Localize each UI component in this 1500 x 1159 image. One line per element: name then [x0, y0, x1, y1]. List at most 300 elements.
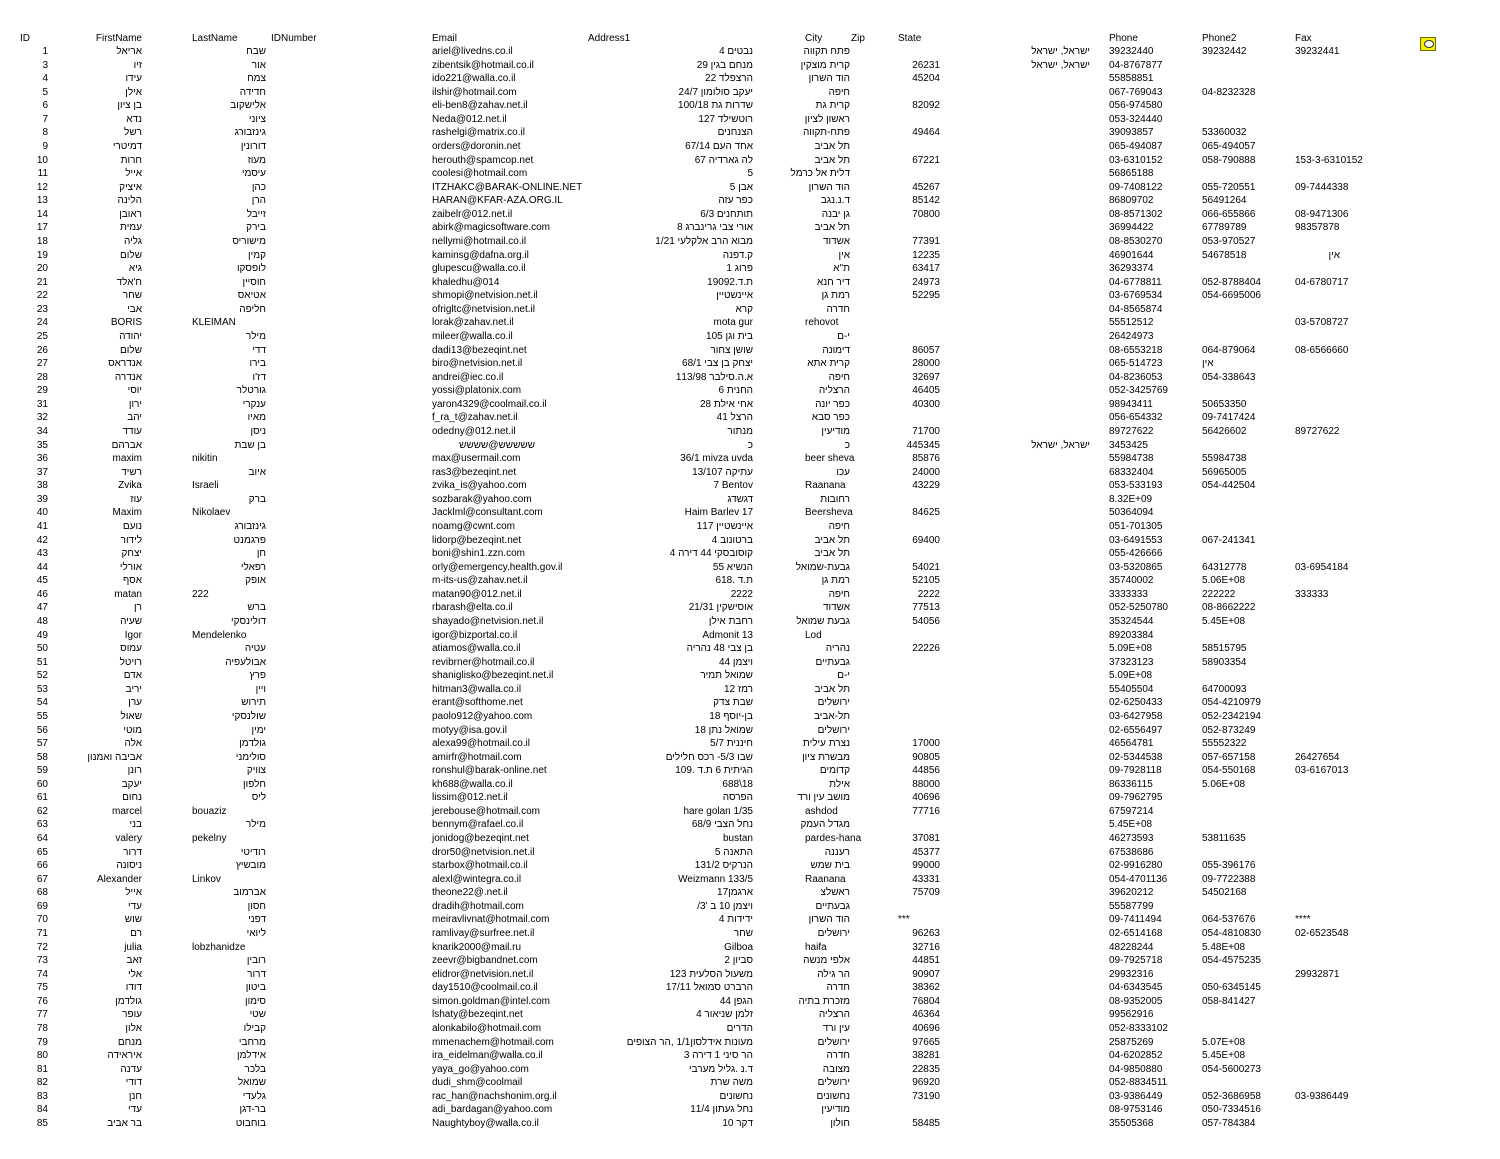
table-row: [0, 696, 1500, 709]
cell-city: ירושלים: [817, 697, 850, 709]
table-row: [0, 561, 1500, 574]
cell-address: קרא: [735, 303, 753, 315]
cell-zip: 96263: [912, 928, 940, 940]
cell-email: theone22@.net.il: [432, 887, 508, 899]
cell-last-name: דז'ו: [252, 371, 266, 383]
cell-first-name: Alexander: [96, 873, 142, 885]
cell-first-name: שאול: [120, 710, 142, 722]
cell-address: יצחק בן צבי 68/1: [682, 358, 753, 370]
cell-last-name: בלכר: [244, 1063, 266, 1075]
cell-id: 37: [36, 466, 48, 478]
cell-city: אשדוד: [822, 602, 850, 614]
cell-last-name: גינזבורג: [234, 520, 266, 532]
cell-email: ramlivay@surfree.net.il: [432, 928, 535, 940]
cell-last-name: סולימני: [235, 751, 266, 763]
table-row: [0, 1049, 1500, 1062]
cell-address: Weizmann 133/5: [678, 873, 753, 885]
cell-id: 35: [36, 439, 48, 451]
cell-first-name: ערן: [128, 697, 142, 709]
cell-phone: 04-8236053: [1109, 371, 1163, 383]
cell-address: אחי אילת 28: [699, 398, 753, 410]
cell-zip: 44851: [912, 955, 940, 967]
cell-city: ראשלצ: [820, 887, 850, 899]
cell-last-name: מילר: [245, 819, 266, 831]
cell-id: 40: [36, 507, 48, 519]
cell-first-name: חרות: [120, 154, 142, 166]
cell-email: kh688@walla.co.il: [432, 778, 513, 790]
cell-first-name: הלינה: [117, 195, 142, 207]
cell-email: zibentsik@hotmail.co.il: [432, 59, 534, 71]
cell-city: חיפה: [828, 86, 850, 98]
cell-last-name: עיסמי: [241, 168, 266, 180]
cell-id: 78: [36, 1023, 48, 1035]
cell-zip: 96920: [912, 1077, 940, 1089]
cell-phone2: 55984738: [1202, 453, 1247, 465]
cell-email: yaya_go@yahoo.com: [432, 1063, 529, 1075]
cell-address: משעול הסלעית 123: [669, 968, 753, 980]
table-row: [0, 629, 1500, 642]
cell-phone: 55405504: [1109, 683, 1154, 695]
cell-phone: 89727622: [1109, 425, 1154, 437]
cell-fax: 03-5708727: [1295, 317, 1349, 329]
cell-email: lidorp@bezeqint.net: [432, 534, 522, 546]
cell-city: Beersheva: [805, 507, 853, 519]
cell-zip: 40696: [912, 1023, 940, 1035]
cell-phone: 68332404: [1109, 466, 1154, 478]
cell-first-name: בני: [129, 819, 142, 831]
cell-email: matan90@012.net.il: [432, 588, 522, 600]
cell-id: 66: [36, 860, 48, 872]
cell-id: 5: [42, 86, 48, 98]
cell-zip: 43229: [912, 480, 940, 492]
cell-email: abirk@magicsoftware.com: [432, 222, 550, 234]
table-row: [0, 656, 1500, 669]
cell-last-name: Linkov: [192, 873, 221, 885]
table-row: [0, 1063, 1500, 1076]
cell-last-name: אלישקוב: [230, 100, 266, 112]
cell-email: ITZHAKC@BARAK-ONLINE.NET: [432, 181, 583, 193]
cell-id: 81: [36, 1063, 48, 1075]
table-row: [0, 330, 1500, 343]
cell-phone2: 058-790888: [1202, 154, 1256, 166]
cell-first-name: עדי: [128, 900, 142, 912]
cell-fax: 153-3-6310152: [1295, 154, 1363, 166]
table-row: [0, 547, 1500, 560]
table-row: [0, 818, 1500, 831]
cell-phone2: 058-841427: [1202, 995, 1256, 1007]
table-row: [0, 968, 1500, 981]
cell-address: עתיקה 13/107: [692, 466, 753, 478]
table-row: [0, 479, 1500, 492]
cell-address: הנשיא 55: [712, 561, 753, 573]
cell-first-name: מנחם: [117, 1036, 142, 1048]
cell-city: הוד השרון: [808, 73, 850, 85]
cell-city: מגדל העמק: [800, 819, 850, 831]
cell-phone: 48228244: [1109, 941, 1154, 953]
cell-email: biro@netvision.net.il: [432, 358, 523, 370]
table-row: [0, 900, 1500, 913]
cell-last-name: אטיאס: [237, 290, 266, 302]
cell-address: נבטים 4: [719, 46, 753, 57]
cell-id: 41: [36, 520, 48, 532]
table-row: [0, 99, 1500, 112]
cell-phone: 26424973: [1109, 330, 1154, 342]
cell-address: מנחם בגין 29: [696, 59, 753, 71]
cell-phone: 55587799: [1109, 900, 1154, 912]
cell-city: דלית אל כרמל: [790, 168, 850, 180]
cell-first-name: שחר: [122, 290, 142, 302]
cell-last-name: מרחבי: [238, 1036, 266, 1048]
cell-id: 44: [36, 561, 48, 573]
cell-email: max@usermail.com: [432, 453, 521, 465]
cell-last-name: מילר: [245, 330, 266, 342]
cell-phone2: 09-7417424: [1202, 412, 1256, 424]
cell-city: גבעת-שמואל: [795, 561, 850, 573]
cell-id: 62: [36, 805, 48, 817]
cell-phone2: 054-5600273: [1202, 1063, 1261, 1075]
cell-city: י-ם: [837, 670, 850, 682]
cell-zip: 45204: [912, 73, 940, 85]
cell-first-name: מוטי: [123, 724, 142, 736]
cell-address: מעונות אידלסון1/1 ,הר הצופים: [626, 1036, 753, 1048]
cell-address: כ: [747, 439, 753, 451]
cell-id: 28: [36, 371, 48, 383]
cell-email: zeevr@bigbandnet.com: [432, 955, 538, 967]
cell-first-name: רויטל: [119, 656, 142, 668]
cell-email: dadi13@bezeqint.net: [432, 344, 527, 356]
cell-email: nellymi@hotmail.co.il: [432, 235, 527, 247]
cell-city: רמת גן: [821, 575, 850, 587]
cell-first-name: רונן: [127, 765, 142, 777]
cell-first-name: גליה: [123, 235, 142, 247]
cell-address: כפר עזה: [718, 195, 753, 207]
cell-city: כפר יונה: [815, 398, 850, 410]
cell-first-name: אנדראס: [108, 358, 142, 370]
table-row: [0, 1036, 1500, 1049]
cell-city: בית שמש: [810, 860, 850, 872]
cell-first-name: דרור: [123, 846, 142, 858]
cell-email: lshaty@bezeqint.net: [432, 1009, 523, 1021]
cell-address: 5: [747, 168, 753, 180]
cell-phone: 5.09E+08: [1109, 643, 1153, 655]
cell-id: 17: [36, 222, 48, 234]
cell-city: תל אביב: [814, 683, 850, 695]
cell-email: alexl@wintegra.co.il: [432, 873, 522, 885]
cell-city: ירושלים: [817, 1077, 850, 1089]
cell-zip: 43331: [912, 873, 940, 885]
cell-city: ashdod: [805, 805, 838, 817]
cell-last-name: ניסן: [250, 425, 266, 437]
cell-email: orders@doronin.net: [432, 140, 521, 152]
cell-email: starbox@hotmail.co.il: [432, 860, 528, 872]
cell-city: כ: [844, 439, 850, 451]
cell-address: 2222: [730, 588, 753, 600]
cell-address: ויצמן 10 ב '3/: [697, 900, 753, 912]
cell-id: 13: [36, 195, 48, 207]
cell-zip: 24973: [912, 276, 940, 288]
cell-phone2: 057-657158: [1202, 751, 1256, 763]
cell-id: 4: [42, 73, 48, 85]
cell-phone: 02-9916280: [1109, 860, 1163, 872]
cell-phone: 052-8333102: [1109, 1023, 1168, 1035]
cell-address: hare golan 1/35: [683, 805, 753, 817]
cell-phone: 8.32E+09: [1109, 493, 1153, 505]
cell-address: החנית 6: [718, 385, 753, 397]
cell-zip: 63417: [912, 263, 940, 275]
cell-phone2: 54678518: [1202, 249, 1247, 261]
cell-zip: 54056: [912, 615, 940, 627]
cell-zip: 32716: [912, 941, 940, 953]
cell-phone: 29932316: [1109, 968, 1154, 980]
cell-phone2: 50653350: [1202, 398, 1247, 410]
cell-id: 55: [36, 710, 48, 722]
header-city: City: [805, 33, 823, 44]
cell-id: 79: [36, 1036, 48, 1048]
cell-first-name: נחום: [122, 792, 142, 804]
cell-phone2: 54502168: [1202, 887, 1247, 899]
cell-email: ofrigltc@netvision.net.il: [432, 303, 535, 315]
cell-city: חיפה: [828, 588, 850, 600]
cell-phone: 09-7408122: [1109, 181, 1163, 193]
cell-address: אורי צבי גרינברג 8: [677, 222, 753, 234]
table-row: [0, 615, 1500, 628]
cell-last-name: Mendelenko: [192, 629, 247, 641]
cell-first-name: זאב: [126, 955, 142, 967]
cell-last-name: חלפון: [243, 778, 266, 790]
cell-email: herouth@spamcop.net: [432, 154, 534, 166]
cell-last-name: גורטלר: [236, 385, 266, 397]
cell-phone: 55984738: [1109, 453, 1154, 465]
cell-last-name: פרגמנט: [233, 534, 266, 546]
cell-first-name: לידור: [120, 534, 142, 546]
cell-email: shmopi@netvision.net.il: [432, 290, 538, 302]
cell-first-name: עוז: [130, 493, 142, 505]
cell-zip: 77716: [912, 805, 940, 817]
table-row: [0, 221, 1500, 234]
table-row: [0, 72, 1500, 85]
cell-address: יעקב סולומון 24/7: [678, 86, 753, 98]
cell-id: 63: [36, 819, 48, 831]
cell-phone: 03-6769534: [1109, 290, 1163, 302]
cell-city: מושב עין ורד: [797, 792, 850, 804]
cell-id: 72: [36, 941, 48, 953]
cell-address: הר סיני 1 דירה 3: [683, 1050, 753, 1062]
cell-phone: 054-4701136: [1109, 873, 1168, 885]
cell-email: adi_bardagan@yahoo.com: [432, 1104, 553, 1116]
cell-zip: 97665: [912, 1036, 940, 1048]
cell-phone: 052-5250780: [1109, 602, 1168, 614]
cell-first-name: ירון: [128, 398, 142, 410]
cell-email: rac_han@nachshonim.org.il: [432, 1090, 557, 1102]
table-row: [0, 344, 1500, 357]
cell-first-name: Igor: [124, 629, 142, 641]
table-row: [0, 886, 1500, 899]
cell-id: 61: [36, 792, 48, 804]
table-row: [0, 140, 1500, 153]
cell-phone: 04-8767877: [1109, 59, 1163, 71]
cell-email: ira_eidelman@walla.co.il: [432, 1050, 543, 1062]
cell-last-name: הרן: [251, 195, 266, 207]
cell-first-name: חנן: [128, 1090, 142, 1102]
cell-city: תל אביב: [814, 154, 850, 166]
cell-first-name: יוסי: [127, 385, 142, 397]
cell-phone2: 5.45E+08: [1202, 1050, 1246, 1062]
cell-email: khaledhu@014: [432, 276, 500, 288]
cell-id: 67: [36, 873, 48, 885]
cell-address: הרצפלד 22: [705, 73, 753, 85]
cell-first-name: נדא: [126, 113, 142, 125]
table-row: [0, 791, 1500, 804]
cell-zip: 46364: [912, 1009, 940, 1021]
cell-email: revibrner@hotmail.co.il: [432, 656, 535, 668]
cell-city: הרצליה: [818, 1009, 850, 1021]
header-row: [0, 32, 1500, 45]
cell-id: 83: [36, 1090, 48, 1102]
cell-id: 82: [36, 1077, 48, 1089]
cell-id: 45: [36, 575, 48, 587]
cell-id: 52: [36, 670, 48, 682]
cell-zip: 67221: [912, 154, 940, 166]
header-state: State: [898, 33, 922, 44]
cell-email: dror50@netvision.net.il: [432, 846, 535, 858]
cell-first-name: שלום: [120, 344, 142, 356]
cell-email: kaminsg@dafna.org.il: [432, 249, 529, 261]
cell-email: atiamos@walla.co.il: [432, 643, 521, 655]
header-address: Address1: [588, 33, 631, 44]
cell-phone2: 222222: [1202, 588, 1236, 600]
cell-phone2: 052-8788404: [1202, 276, 1261, 288]
header-id: ID: [20, 33, 30, 44]
cell-phone2: 054-550168: [1202, 765, 1256, 777]
cell-first-name: julia: [124, 941, 142, 953]
cell-last-name: עטיה: [244, 643, 266, 655]
cell-phone2: 067-241341: [1202, 534, 1256, 546]
cell-phone2: 054-4210979: [1202, 697, 1261, 709]
cell-id: 51: [36, 656, 48, 668]
table-row: [0, 493, 1500, 506]
cell-first-name: עופר: [122, 1009, 142, 1021]
cell-last-name: גולדמן: [239, 738, 266, 750]
cell-id: 75: [36, 982, 48, 994]
cell-phone: 053-324440: [1109, 113, 1163, 125]
cell-phone: 99562916: [1109, 1009, 1154, 1021]
cell-phone2: 054-338643: [1202, 371, 1256, 383]
cell-id: 70: [36, 914, 48, 926]
cell-address: הרברט סמואל 17/11: [665, 982, 753, 994]
cell-address: הצנחנים: [717, 127, 753, 139]
cell-fax: 04-6780717: [1295, 276, 1349, 288]
cell-phone: 02-6514168: [1109, 928, 1163, 940]
table-row: [0, 913, 1500, 926]
cell-email: hitman3@walla.co.il: [432, 683, 522, 695]
cell-last-name: Nikolaev: [192, 507, 231, 519]
cell-last-name: מישוריס: [232, 235, 266, 247]
cell-address: דקר 10: [722, 1118, 753, 1130]
cell-city: ת"א: [833, 263, 850, 275]
cell-address: אחד העם 67/14: [685, 140, 753, 152]
cell-last-name: רפאלי: [240, 561, 266, 573]
cell-last-name: בן שבת: [234, 439, 266, 451]
table-row: [0, 981, 1500, 994]
cell-phone: 08-9352005: [1109, 995, 1163, 1007]
cell-id: 57: [36, 738, 48, 750]
cell-address: שחר: [733, 928, 753, 940]
cell-id: 80: [36, 1050, 48, 1062]
cell-last-name: חוסיין: [242, 276, 266, 288]
cell-phone2: 58515795: [1202, 643, 1247, 655]
table-row: [0, 859, 1500, 872]
cell-phone: 051-701305: [1109, 520, 1163, 532]
cell-zip: 90907: [912, 968, 940, 980]
cell-id: 46: [36, 588, 48, 600]
table-row: [0, 520, 1500, 533]
cell-email: zaibelr@012.net.il: [432, 208, 513, 220]
cell-zip: 52295: [912, 290, 940, 302]
cell-id: 20: [36, 263, 48, 275]
cell-phone: 065-494087: [1109, 140, 1163, 152]
cell-address: הפרסה: [722, 792, 753, 804]
cell-last-name: nikitin: [192, 453, 218, 465]
cell-first-name: אייל: [125, 168, 142, 180]
cell-first-name: בן ציון: [117, 100, 142, 112]
cell-phone: 02-5344538: [1109, 751, 1163, 763]
cell-id: 9: [42, 140, 48, 152]
cell-last-name: קבילו: [243, 1023, 266, 1035]
cell-last-name: אופק: [245, 575, 266, 587]
cell-phone: 056-974580: [1109, 100, 1163, 112]
cell-zip: 12235: [912, 249, 940, 261]
cell-last-name: חן: [256, 548, 266, 560]
cell-last-name: חליפה: [239, 303, 266, 315]
cell-first-name: אייל: [125, 887, 142, 899]
cell-email: yaron4329@coolmail.co.il: [432, 398, 547, 410]
cell-address: איינשטיין 117: [696, 520, 753, 532]
cell-last-name: ברש: [247, 602, 266, 614]
cell-fax: 98357878: [1295, 222, 1340, 234]
cell-phone: 03-6310152: [1109, 154, 1163, 166]
table-row: [0, 466, 1500, 479]
cell-last-name: רובין: [246, 955, 266, 967]
cell-city: pardes-hana: [805, 833, 862, 845]
cell-phone2: 053-970527: [1202, 235, 1256, 247]
table-row: [0, 805, 1500, 818]
cell-city: קדומים: [819, 765, 850, 777]
cell-phone2: 64700093: [1202, 683, 1247, 695]
cell-state: ***: [898, 914, 910, 926]
cell-phone2: 09-7722388: [1202, 873, 1256, 885]
cell-address: אבן 5: [729, 181, 753, 193]
cell-email: rashelgi@matrix.co.il: [432, 127, 525, 139]
cell-phone: 46564781: [1109, 738, 1154, 750]
cell-zip: 2222: [917, 588, 940, 600]
cell-last-name: אברמוב: [233, 887, 266, 899]
cell-first-name: BORIS: [110, 317, 142, 329]
cell-id: 25: [36, 330, 48, 342]
cell-fax: אין: [1328, 249, 1340, 261]
cell-id: 8: [42, 127, 48, 139]
cell-address: ארגמן17: [717, 887, 753, 899]
table-row: [0, 289, 1500, 302]
cell-id: 43: [36, 548, 48, 560]
cell-address: בית וגן 105: [706, 330, 753, 342]
cell-city: הוד השרון: [808, 181, 850, 193]
table-row: [0, 398, 1500, 411]
cell-address: ת.ד.19092: [707, 276, 753, 288]
cell-city: קרית אתא: [807, 358, 850, 370]
cell-phone: 5.45E+08: [1109, 819, 1153, 831]
cell-last-name: חדידה: [239, 86, 266, 98]
cell-address: מנתור: [727, 425, 753, 437]
